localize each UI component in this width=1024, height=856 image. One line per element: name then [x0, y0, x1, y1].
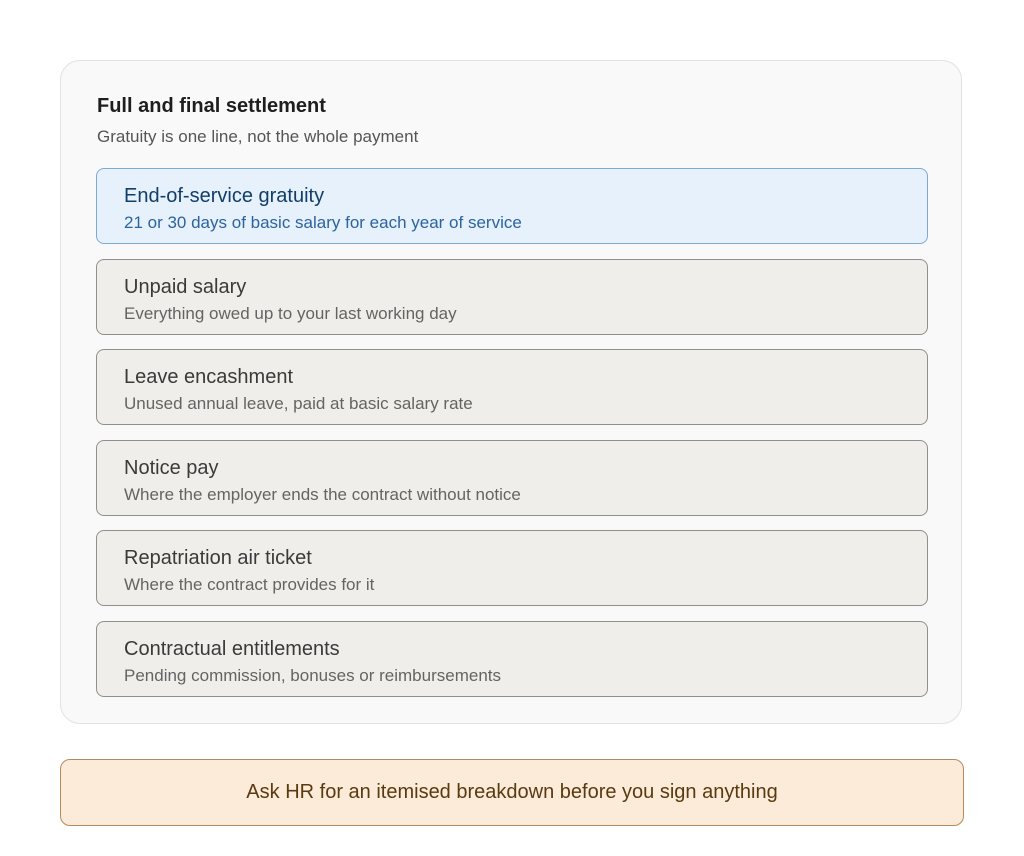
- item-contractual-entitlements: [96, 621, 928, 697]
- panel-subtitle: Gratuity is one line, not the whole payment: [97, 127, 419, 146]
- item-title: Leave encashment: [124, 366, 294, 389]
- item-title: Unpaid salary: [124, 275, 247, 298]
- item-title: Repatriation air ticket: [124, 547, 312, 570]
- item-title: End-of-service gratuity: [124, 185, 325, 207]
- item-description: 21 or 30 days of basic salary for each year of service: [124, 213, 522, 232]
- item-leave-encashment: [96, 349, 928, 425]
- settlement-item-list: [96, 168, 928, 712]
- settlement-panel: [60, 60, 962, 724]
- item-description: Everything owed up to your last working day: [124, 303, 457, 323]
- panel-title: Full and final settlement: [97, 95, 326, 117]
- item-description: Where the contract provides for it: [124, 575, 375, 595]
- item-title: Notice pay: [124, 456, 219, 479]
- item-title: Contractual entitlements: [124, 637, 340, 660]
- hr-callout: [60, 759, 964, 826]
- item-description: Where the employer ends the contract without notice: [124, 484, 521, 504]
- item-air-ticket: [96, 530, 928, 606]
- item-gratuity: [96, 168, 928, 244]
- callout-text: Ask HR for an itemised breakdown before you sign anything: [246, 781, 778, 803]
- item-unpaid-salary: [96, 259, 928, 335]
- item-notice-pay: [96, 440, 928, 516]
- item-description: Pending commission, bonuses or reimbursements: [124, 665, 502, 685]
- item-description: Unused annual leave, paid at basic salary rate: [124, 394, 473, 414]
